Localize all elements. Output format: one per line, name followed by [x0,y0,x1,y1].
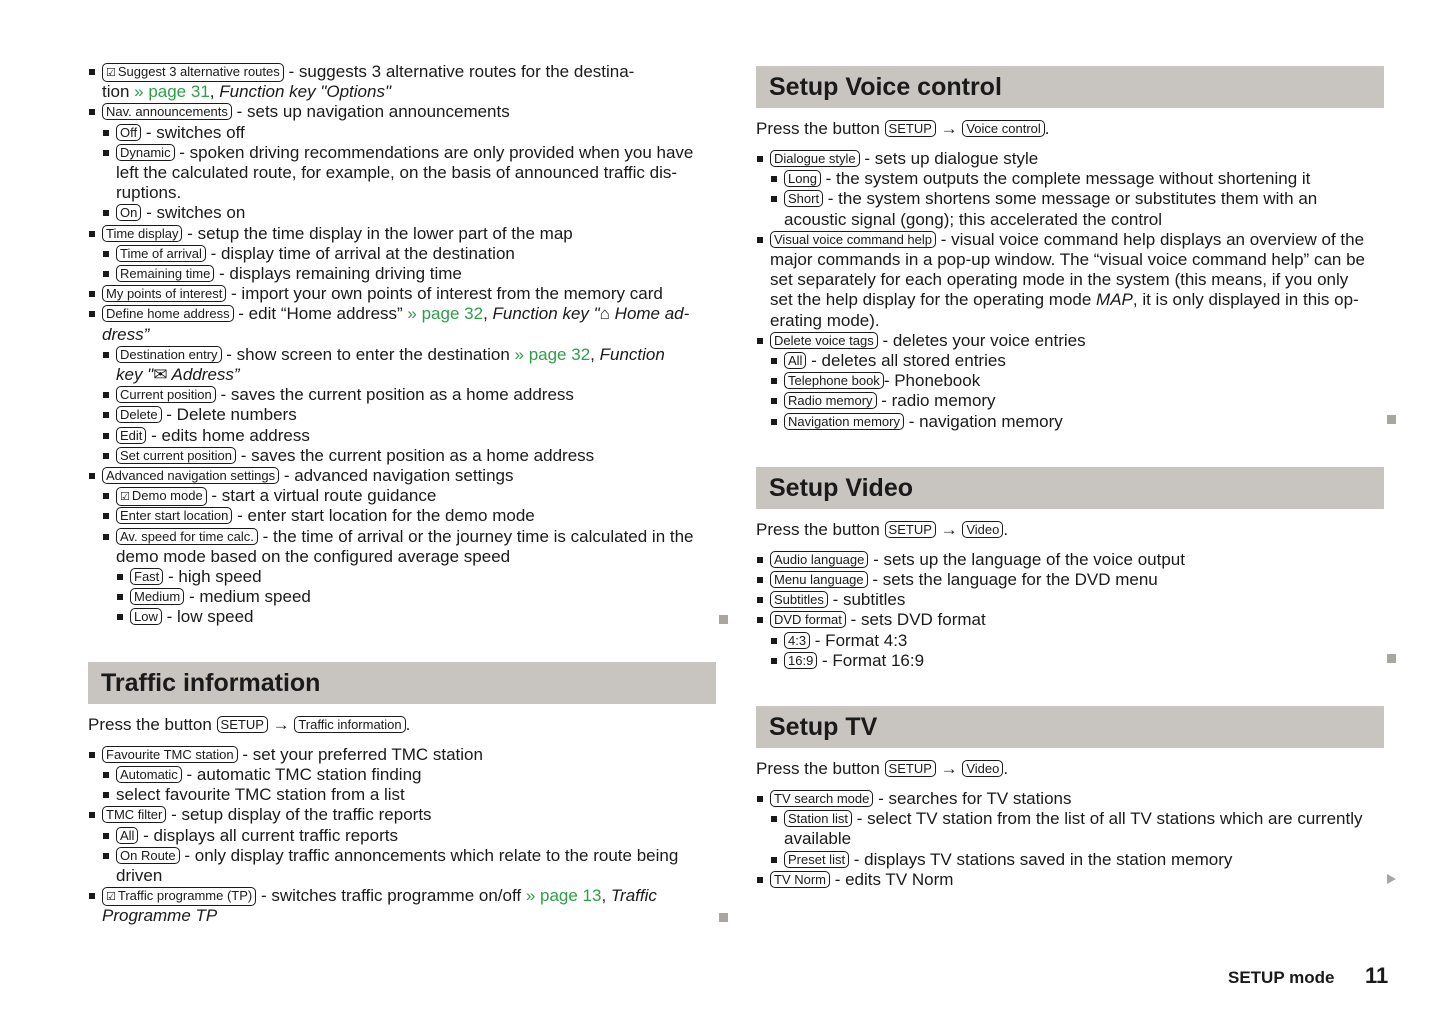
nav-announcements-button[interactable]: Nav. announcements [102,103,232,120]
list-item: Dynamic - spoken driving recommendations are only provided when you have left the calculated route, for example, on the basis of announced traffic dis- ruptions. [88,143,716,204]
list-item: Delete - Delete numbers [88,405,716,425]
all-button[interactable]: All [784,352,806,369]
list-item: All - displays all current traffic reports [88,826,716,846]
left-column [88,62,716,927]
checkbox-icon: ☑ [106,67,116,79]
section-heading-tv: Setup TV [756,706,1384,748]
video-button[interactable]: Video [962,760,1003,777]
favourite-tmc-station-button[interactable]: Favourite TMC station [102,746,238,763]
list-item: Av. speed for time calc. - the time of arrival or the journey time is calculated in the demo mode based on the configured average speed [88,527,716,567]
preset-list-button[interactable]: Preset list [784,851,849,868]
visual-voice-command-help-button[interactable]: Visual voice command help [770,231,936,248]
section-heading-video: Setup Video [756,467,1384,509]
section-end-icon [1387,415,1396,424]
list-item: Favourite TMC station - set your preferred TMC station [88,745,716,765]
subtitles-button[interactable]: Subtitles [770,591,828,608]
dynamic-button[interactable]: Dynamic [116,144,175,161]
list-item: Advanced navigation settings - advanced navigation settings [88,466,716,486]
off-button[interactable]: Off [116,124,141,141]
list-item: Fast - high speed [88,567,716,587]
list-item: Time display - setup the time display in the lower part of the map [88,224,716,244]
setup-button[interactable]: SETUP [885,120,936,137]
low-button[interactable]: Low [130,608,162,625]
list-item: Nav. announcements - sets up navigation announcements [88,102,716,122]
checkbox-icon: ☑ [120,491,130,504]
on-button[interactable]: On [116,204,141,221]
list-item: Destination entry - show screen to enter the destination » page 32, Function key "✉ Address” [88,345,716,385]
radio-memory-button[interactable]: Radio memory [784,392,877,409]
format-16-9-button[interactable]: 16:9 [784,652,817,669]
list-item: Visual voice command help - visual voice command help displays an overview of the major commands in a pop-up window. The “visual voice command help” can be set separately for each operating mode in the system (this means, if you only set the help display for the operating mode MAP, it is only displayed in this op- erating mode). [756,230,1384,331]
list-item: Subtitles - subtitles [756,590,1384,610]
tv-settings-list [756,789,1384,890]
medium-button[interactable]: Medium [130,588,184,605]
time-of-arrival-button[interactable]: Time of arrival [116,245,206,262]
navigation-settings-list [88,62,716,628]
list-item: TMC filter - setup display of the traffic reports [88,805,716,825]
advanced-navigation-settings-button[interactable]: Advanced navigation settings [102,467,279,484]
list-item: 4:3 - Format 4:3 [756,631,1384,651]
short-button[interactable]: Short [784,190,823,207]
time-display-button[interactable]: Time display [102,225,182,242]
define-home-address-button[interactable]: Define home address [102,305,234,322]
section-end-icon [1387,654,1396,663]
list-item: Enter start location - enter start location for the demo mode [88,506,716,526]
section-heading-traffic: Traffic information [88,662,716,704]
list-item: Telephone book - Phonebook [756,371,1384,391]
tv-search-mode-button[interactable]: TV search mode [770,790,873,807]
section-heading-voice: Setup Voice control [756,66,1384,108]
list-item: DVD format - sets DVD format [756,610,1384,630]
traffic-information-button[interactable]: Traffic information [294,716,405,733]
set-current-position-button[interactable]: Set current position [116,447,236,464]
home-icon: ⌂ [599,304,610,324]
station-list-button[interactable]: Station list [784,810,852,827]
list-item: TV Norm - edits TV Norm [756,870,1384,890]
continue-arrow-icon [1387,874,1396,884]
setup-button[interactable]: SETUP [217,716,268,733]
press-instruction: Press the button SETUP → Voice control . [756,119,1050,138]
all-button[interactable]: All [116,827,138,844]
list-item: Dialogue style - sets up dialogue style [756,149,1384,169]
checkbox-icon: ☑ [106,891,116,904]
page-number: 11 [1365,963,1389,988]
list-item: Short - the system shortens some message or substitutes them with an acoustic signal (gong); this accelerated the control [756,189,1384,229]
destination-entry-button[interactable]: Destination entry [116,346,222,363]
tmc-filter-button[interactable]: TMC filter [102,806,166,823]
list-item: Current position - saves the current position as a home address [88,385,716,405]
list-item: 16:9 - Format 16:9 [756,651,1384,671]
list-item: select favourite TMC station from a list [88,785,716,805]
video-settings-list [756,550,1384,671]
list-item: ☑ Traffic programme (TP) - switches traffic programme on/off » page 13, Traffic Programme TP [88,886,716,926]
format-4-3-button[interactable]: 4:3 [784,632,810,649]
list-item: Delete voice tags - deletes your voice entries [756,331,1384,351]
section-end-icon [719,913,728,922]
footer-section-label: SETUP mode [1228,968,1335,987]
page-reference-link[interactable]: » page 31 [134,82,210,102]
list-item: Station list - select TV station from the list of all TV stations which are currently available [756,809,1384,849]
enter-start-location-button[interactable]: Enter start location [116,507,232,524]
list-item: Low - low speed [88,607,716,627]
current-position-button[interactable]: Current position [116,386,216,403]
list-item: Medium - medium speed [88,587,716,607]
delete-voice-tags-button[interactable]: Delete voice tags [770,332,878,349]
audio-language-button[interactable]: Audio language [770,551,868,568]
page-reference-link[interactable]: » page 13 [525,886,602,906]
long-button[interactable]: Long [784,170,821,187]
list-item: Audio language - sets up the language of the voice output [756,550,1384,570]
voice-control-button[interactable]: Voice control [962,120,1044,137]
list-item: Radio memory - radio memory [756,391,1384,411]
list-item: Navigation memory - navigation memory [756,412,1384,432]
list-item: Set current position - saves the current position as a home address [88,446,716,466]
menu-language-button[interactable]: Menu language [770,571,868,588]
delete-button[interactable]: Delete [116,406,162,423]
automatic-button[interactable]: Automatic [116,766,182,783]
list-item: My points of interest - import your own points of interest from the memory card [88,284,716,304]
tv-norm-button[interactable]: TV Norm [770,871,830,888]
suggest-routes-button[interactable]: ☑ Suggest 3 alternative routes [102,63,284,82]
setup-button[interactable]: SETUP [885,760,936,777]
voice-settings-list [756,149,1384,432]
press-instruction: Press the button SETUP → Traffic information . [88,714,411,734]
list-item: On Route - only display traffic annoncements which relate to the route being driven [88,846,716,886]
right-column [756,66,1384,890]
demo-mode-button[interactable]: ☑ Demo mode [116,487,207,506]
telephone-book-button[interactable]: Telephone book [784,372,884,389]
edit-button[interactable]: Edit [116,427,146,444]
video-button[interactable]: Video [962,521,1003,538]
list-item: Remaining time - displays remaining driving time [88,264,716,284]
fast-button[interactable]: Fast [130,568,163,585]
traffic-programme-button[interactable]: ☑ Traffic programme (TP) [102,887,256,906]
av-speed-button[interactable]: Av. speed for time calc. [116,528,258,545]
list-item: Define home address - edit “Home address” » page 32, Function key "⌂ Home ad- dress” [88,304,716,344]
list-item: All - deletes all stored entries [756,351,1384,371]
page-reference-link[interactable]: » page 32 [407,304,484,324]
list-item: Automatic - automatic TMC station finding [88,765,716,785]
navigation-memory-button[interactable]: Navigation memory [784,413,904,430]
list-item: Preset list - displays TV stations saved in the station memory [756,850,1384,870]
list-item: Long - the system outputs the complete message without shortening it [756,169,1384,189]
list-item: On - switches on [88,203,716,223]
dvd-format-button[interactable]: DVD format [770,611,846,628]
envelope-icon: ✉ [153,365,168,385]
list-item: ☑ Demo mode - start a virtual route guidance [88,486,716,506]
traffic-settings-list [88,745,716,927]
section-end-icon [719,615,728,624]
press-instruction: Press the button SETUP → Video . [756,519,1009,539]
setup-button[interactable]: SETUP [885,521,936,538]
list-item: ☑ Suggest 3 alternative routes - suggests 3 alternative routes for the destina- tion » page 31, Function key "Options" [88,62,716,102]
page-reference-link[interactable]: » page 32 [514,344,591,364]
my-points-of-interest-button[interactable]: My points of interest [102,285,226,302]
list-item: TV search mode - searches for TV stations [756,789,1384,809]
dialogue-style-button[interactable]: Dialogue style [770,150,860,167]
on-route-button[interactable]: On Route [116,847,180,864]
list-item: Off - switches off [88,123,716,143]
list-item: Menu language - sets the language for the DVD menu [756,570,1384,590]
remaining-time-button[interactable]: Remaining time [116,265,214,282]
press-instruction: Press the button SETUP → Video . [756,759,1009,779]
list-item: Time of arrival - display time of arrival at the destination [88,244,716,264]
list-item: Edit - edits home address [88,426,716,446]
